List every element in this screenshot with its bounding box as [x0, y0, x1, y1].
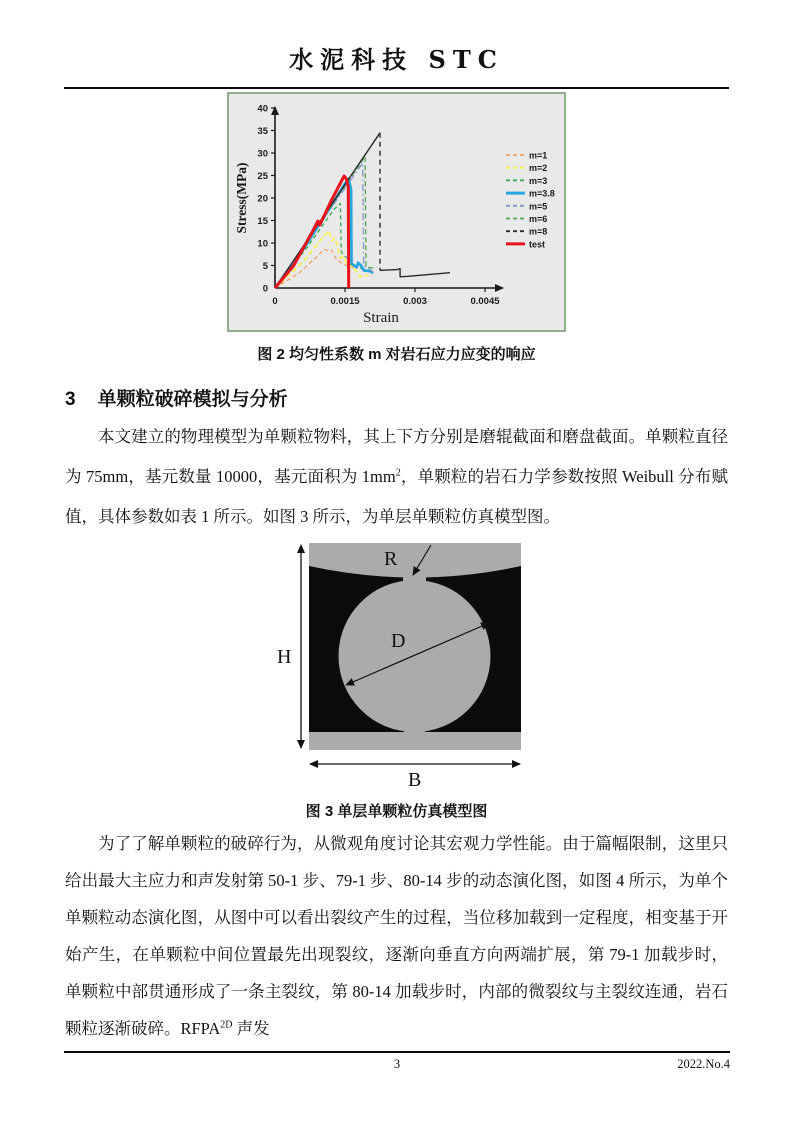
x-axis-title: Strain	[363, 310, 399, 326]
x-tick-label: 0.0045	[470, 296, 500, 307]
legend-label-m=5: m=5	[529, 201, 548, 212]
legend-label-m=3: m=3	[529, 175, 548, 186]
figure3-caption: 图 3 单层单颗粒仿真模型图	[305, 803, 488, 820]
y-tick-label: 35	[257, 126, 268, 137]
y-tick-label: 40	[257, 103, 268, 115]
paragraph-2	[65, 825, 728, 1047]
plate-cross-section	[309, 732, 521, 750]
y-tick-label: 5	[262, 261, 268, 272]
y-axis-title: Stress(MPa)	[234, 162, 249, 234]
figure2	[0, 92, 793, 364]
y-tick-label: 20	[257, 193, 268, 205]
paragraph-2-text-cont: 声发	[232, 1019, 270, 1038]
legend-label-m=3.8: m=3.8	[529, 188, 555, 199]
particle-circle	[338, 580, 490, 732]
x-tick-label: 0.0015	[330, 296, 360, 307]
x-tick-label: 0	[272, 296, 278, 307]
stress-strain-chart	[229, 94, 564, 330]
legend-label-m=8: m=8	[529, 226, 548, 237]
radius-label: R	[383, 548, 397, 570]
width-label: B	[407, 769, 421, 789]
header-rule	[64, 87, 729, 89]
y-tick-label: 25	[257, 171, 268, 182]
legend-label-m=6: m=6	[529, 214, 548, 224]
footer-rule	[64, 1051, 730, 1053]
legend-label-m=2: m=2	[529, 163, 548, 174]
legend-label-m=1: m=1	[529, 150, 548, 161]
y-tick-label: 10	[257, 238, 268, 250]
issue-label: 2022.No.4	[677, 1057, 730, 1071]
paragraph-2-text: 为了了解单颗粒的破碎行为，从微观角度讨论其宏观力学性能。由于篇幅限制，这里只给出最大主应力和声发射第 50-1 步、79-1 步、80-14 步的动态演化图，如图 4 所示，为单个单颗粒动态演化图，从图中可以看出裂纹产生的过程，当位移加载到一定程度，相变基于开始产生，在单颗粒中间位置最先出现裂纹，逐渐向垂直方向两端扩展，第 79-1 加载步时，单颗粒中部贯通形成了一条主裂纹，第 80-14 加载步时，内部的微裂纹与主裂纹连通，岩石颗粒逐渐破碎。RFPA	[65, 834, 728, 1038]
x-tick-label: 0.003	[403, 296, 427, 307]
section-title: 单颗粒破碎模拟与分析	[97, 389, 288, 410]
figure3	[65, 543, 728, 821]
plate-contact-neck	[404, 719, 425, 734]
y-tick-label: 30	[257, 148, 268, 160]
diameter-label: D	[390, 630, 405, 652]
series-m=8	[380, 269, 450, 277]
paragraph-1-text-cont: ，单颗粒的岩石力学参数按照 Weibull 分布赋值，具体参数如表 1 所示。如图 3 所示，为单层单颗粒仿真模型图。	[65, 467, 728, 526]
particle-model-diagram	[269, 543, 525, 789]
journal-title: 水泥科技 STC	[289, 45, 504, 74]
superscript-2: 2	[395, 467, 401, 479]
page-body	[0, 384, 793, 1047]
footer-row	[64, 1057, 730, 1072]
paragraph-1	[65, 417, 728, 537]
height-label: H	[276, 646, 291, 668]
page-footer	[64, 1051, 730, 1072]
series-m=1	[275, 249, 353, 288]
page-header	[0, 0, 793, 89]
y-tick-label: 0	[262, 283, 268, 295]
figure2-caption: 图 2 均匀性系数 m 对岩石应力应变的响应	[257, 346, 536, 363]
page-number: 3	[393, 1057, 401, 1071]
section-number: 3	[65, 389, 76, 410]
legend-label-test: test	[529, 239, 546, 250]
superscript-2d: 2D	[220, 1019, 233, 1031]
paragraph-1-text: 本文建立的物理模型为单颗粒物料，其上下方分别是磨辊截面和磨盘截面。单颗粒直径为 75mm，基元数量 10000，基元面积为 1mm	[65, 427, 728, 486]
section-heading	[65, 384, 728, 411]
y-tick-label: 15	[257, 216, 268, 227]
stress-strain-chart-frame	[227, 92, 566, 332]
